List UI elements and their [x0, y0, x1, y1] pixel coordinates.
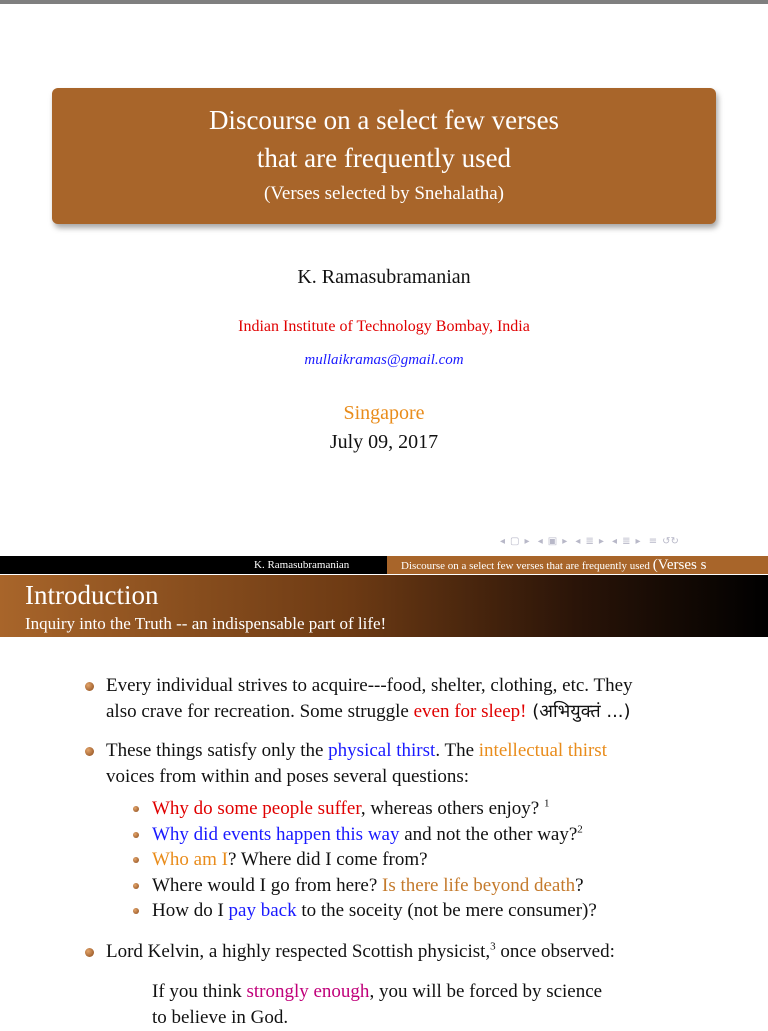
- highlight-text: intellectual thirst: [478, 740, 607, 761]
- nav-left-arrow-icon[interactable]: ◂: [537, 536, 543, 547]
- sub-bullet-icon: [133, 832, 139, 838]
- bullet-text: How do I: [152, 900, 229, 921]
- highlight-text: Why do some people suffer: [152, 798, 361, 819]
- subsection-icon[interactable]: ▣: [547, 536, 558, 547]
- bullet-text: also crave for recreation. Some struggle: [106, 701, 414, 722]
- bullet-text: ? Where did I come from?: [227, 849, 428, 870]
- sub-bullet-icon: [133, 857, 139, 863]
- sub-bullet-icon: [133, 806, 139, 812]
- footer-title: [387, 556, 768, 574]
- frame-title: Introduction: [25, 580, 159, 610]
- footnote-marker[interactable]: 3: [490, 940, 496, 953]
- footer-title-overflow: (Verses s: [652, 557, 707, 573]
- title-line-2: that are frequently used: [256, 143, 512, 173]
- bullet-text: ?: [575, 875, 584, 896]
- sub-bullet-icon: [133, 908, 139, 914]
- highlight-text: strongly enough: [246, 981, 370, 1002]
- bullet-icon: [85, 948, 94, 957]
- quote-text: , you will be forced by science: [369, 981, 603, 1002]
- bullet-text: and not the other way?: [399, 824, 578, 845]
- footer-author: K. Ramasubramanian: [254, 559, 350, 571]
- section-icon[interactable]: ≣: [585, 536, 594, 547]
- bullet-text: voices from within and poses several questions:: [106, 766, 470, 787]
- highlight-text: Why did events happen this way: [152, 824, 400, 845]
- beamer-navigation: [500, 536, 768, 552]
- nav-right-arrow-icon[interactable]: ▸: [598, 536, 604, 547]
- subtitle: (Verses selected by Snehalatha): [263, 183, 505, 204]
- title-line-1: Discourse on a select few verses: [208, 105, 560, 135]
- nav-right-arrow-icon[interactable]: ▸: [562, 536, 568, 547]
- highlight-text: physical thirst: [328, 740, 436, 761]
- footnote-marker[interactable]: 2: [577, 823, 583, 836]
- footnote-marker[interactable]: 1: [543, 797, 550, 810]
- bullet-text: These things satisfy only the: [106, 740, 329, 761]
- highlight-text: Is there life beyond death: [382, 875, 576, 896]
- search-icon[interactable]: ↺↻: [662, 536, 679, 547]
- quote-text: to believe in God.: [152, 1007, 289, 1028]
- bullet-text: (अभियुक्तं ...): [526, 701, 631, 722]
- institute: Indian Institute of Technology Bombay, India: [238, 318, 530, 335]
- bullet-text: . The: [435, 740, 479, 761]
- nav-left-arrow-icon[interactable]: ◂: [500, 536, 506, 547]
- bullet-icon: [85, 747, 94, 756]
- author-name: K. Ramasubramanian: [297, 266, 471, 288]
- title-box: [52, 88, 716, 224]
- frame-icon[interactable]: ▢: [510, 536, 520, 547]
- nav-right-arrow-icon[interactable]: ▸: [635, 536, 641, 547]
- highlight-text: pay back: [228, 900, 297, 921]
- align-icon[interactable]: ≡: [648, 536, 658, 547]
- quote-text: If you think: [152, 981, 247, 1002]
- email-link[interactable]: mullaikramas@gmail.com: [304, 352, 464, 368]
- bullet-text: Lord Kelvin, a highly respected Scottish physicist,: [106, 941, 491, 962]
- frame-header: [0, 575, 768, 637]
- date: July 09, 2017: [329, 431, 439, 453]
- sub-bullet-icon: [133, 883, 139, 889]
- bullet-text: , whereas others enjoy?: [360, 798, 544, 819]
- footer-bar: [0, 556, 768, 574]
- highlight-text: Who am I: [152, 849, 228, 870]
- top-border: [0, 0, 768, 4]
- bullet-icon: [85, 682, 94, 691]
- place: Singapore: [343, 402, 425, 424]
- bullet-text: to the soceity (not be mere consumer)?: [296, 900, 597, 921]
- nav-left-arrow-icon[interactable]: ◂: [612, 536, 618, 547]
- bullet-text: Every individual strives to acquire---food, shelter, clothing, etc. They: [106, 675, 633, 696]
- bullet-text: once observed:: [495, 941, 615, 962]
- nav-right-arrow-icon[interactable]: ▸: [524, 536, 530, 547]
- footer-title-text: Discourse on a select few verses that are frequently used: [401, 560, 650, 572]
- highlight-text: even for sleep!: [413, 701, 527, 722]
- frame-subtitle: Inquiry into the Truth -- an indispensable part of life!: [25, 614, 387, 633]
- nav-left-arrow-icon[interactable]: ◂: [575, 536, 581, 547]
- bullet-text: Where would I go from here?: [152, 875, 383, 896]
- section-icon[interactable]: ≣: [622, 536, 631, 547]
